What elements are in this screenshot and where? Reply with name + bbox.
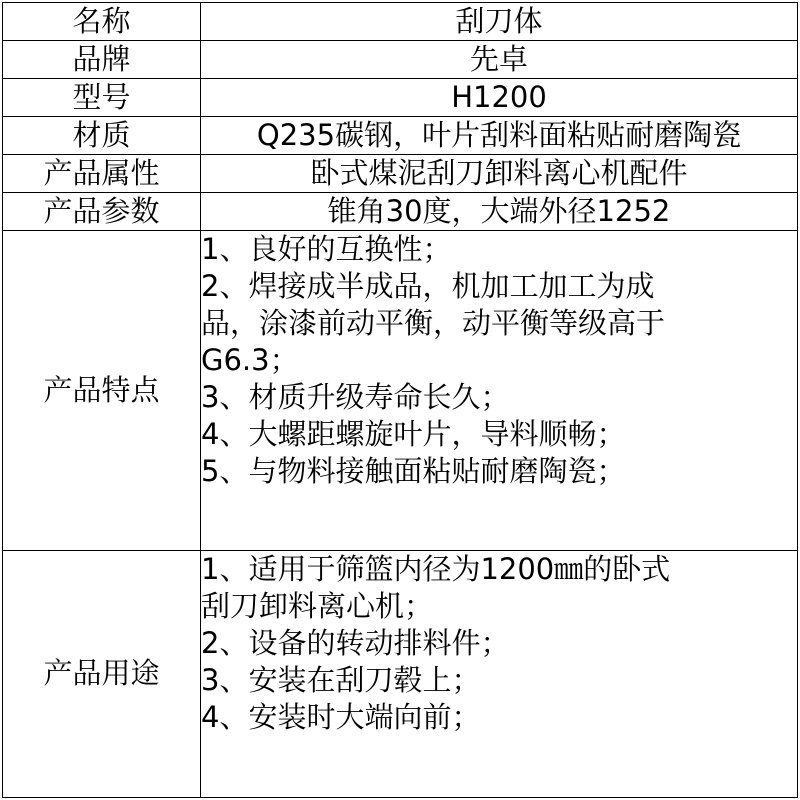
spec-row-features bbox=[3, 231, 798, 550]
features-line: G6.3； bbox=[201, 343, 299, 378]
value-parameters: 锥角30度，大端外径1252 bbox=[201, 193, 798, 231]
label-model: 型号 bbox=[3, 79, 201, 117]
value-name: 刮刀体 bbox=[201, 3, 798, 41]
value-brand: 先卓 bbox=[201, 41, 798, 79]
label-brand: 品牌 bbox=[3, 41, 201, 79]
spec-row-material bbox=[3, 117, 798, 155]
features-line: 5、与物料接触面粘贴耐磨陶瓷； bbox=[201, 454, 626, 489]
features-line: 4、大螺距螺旋叶片，导料顺畅； bbox=[201, 417, 626, 452]
label-usage: 产品用途 bbox=[3, 550, 201, 797]
spec-row-brand bbox=[3, 41, 798, 79]
spec-row-attribute bbox=[3, 155, 798, 193]
spec-row-name bbox=[3, 3, 798, 41]
value-material: Q235碳钢，叶片刮料面粘贴耐磨陶瓷 bbox=[201, 117, 798, 155]
features-line: 品，涂漆前动平衡，动平衡等级高于 bbox=[201, 306, 666, 341]
features-list bbox=[201, 231, 798, 550]
features-line: 2、焊接成半成品，机加工加工为成 bbox=[201, 269, 655, 304]
label-name: 名称 bbox=[3, 3, 201, 41]
value-attribute: 卧式煤泥刮刀卸料离心机配件 bbox=[201, 155, 798, 193]
features-line: 1、良好的互换性； bbox=[201, 232, 452, 267]
product-spec-table bbox=[2, 2, 798, 798]
spec-row-parameters bbox=[3, 193, 798, 231]
spec-row-model bbox=[3, 79, 798, 117]
usage-line: 3、安装在刮刀毂上； bbox=[201, 662, 481, 697]
label-features: 产品特点 bbox=[3, 231, 201, 550]
label-material: 材质 bbox=[3, 117, 201, 155]
usage-line: 刮刀卸料离心机； bbox=[201, 588, 434, 623]
usage-line: 4、安装时大端向前； bbox=[201, 699, 481, 734]
features-line: 3、材质升级寿命长久； bbox=[201, 380, 510, 415]
usage-line: 1、适用于筛篮内径为1200㎜的卧式 bbox=[201, 551, 671, 586]
label-parameters: 产品参数 bbox=[3, 193, 201, 231]
usage-line: 2、设备的转动排料件； bbox=[201, 625, 510, 660]
usage-list bbox=[201, 550, 798, 797]
spec-row-usage bbox=[3, 550, 798, 797]
label-attribute: 产品属性 bbox=[3, 155, 201, 193]
value-model: H1200 bbox=[201, 79, 798, 117]
